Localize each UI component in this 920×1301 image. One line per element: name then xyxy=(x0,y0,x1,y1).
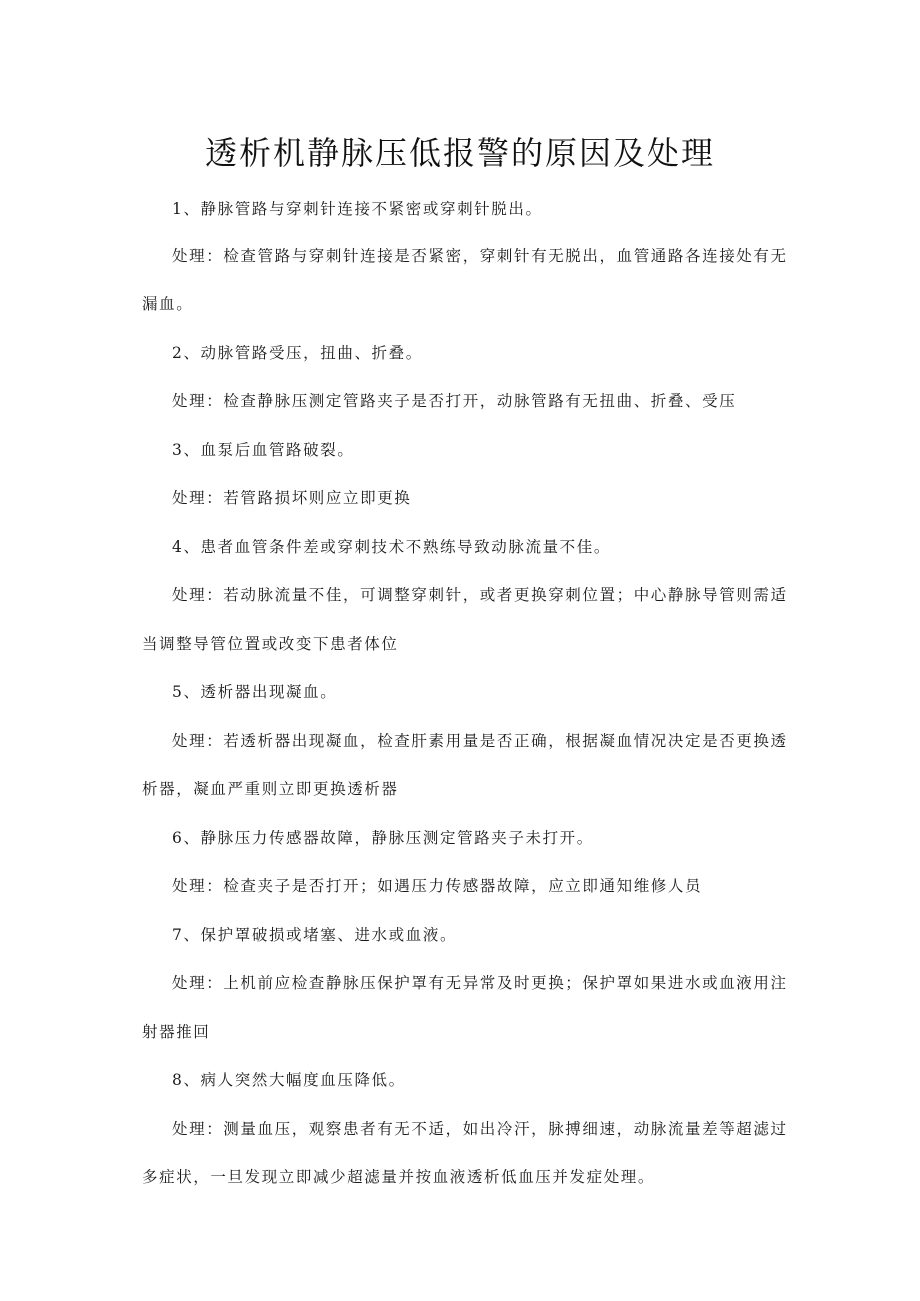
treatment-5-line-1: 处理：若透析器出现凝血，检查肝素用量是否正确，根据凝血情况决定是否更换透 xyxy=(172,732,788,750)
cause-3: 3、血泵后血管路破裂。 xyxy=(172,441,355,459)
treatment-5-line-2: 析器，凝血严重则立即更换透析器 xyxy=(142,780,399,798)
cause-4: 4、患者血管条件差或穿刺技术不熟练导致动脉流量不佳。 xyxy=(172,538,611,556)
treatment-1-line-1: 处理：检查管路与穿刺针连接是否紧密，穿刺针有无脱出，血管通路各连接处有无 xyxy=(172,247,788,265)
page-title: 透析机静脉压低报警的原因及处理 xyxy=(204,134,715,172)
treatment-1-line-2: 漏血。 xyxy=(142,295,194,313)
treatment-6-line-1: 处理：检查夹子是否打开；如遇压力传感器故障，应立即通知维修人员 xyxy=(172,877,703,895)
treatment-3-line-1: 处理：若管路损坏则应立即更换 xyxy=(172,489,412,507)
treatment-7-line-1: 处理：上机前应检查静脉压保护罩有无异常及时更换；保护罩如果进水或血液用注 xyxy=(172,974,788,992)
treatment-8-line-1: 处理：测量血压，观察患者有无不适，如出冷汗，脉搏细速，动脉流量差等超滤过 xyxy=(172,1120,788,1138)
cause-7: 7、保护罩破损或堵塞、进水或血液。 xyxy=(172,926,458,944)
treatment-4-line-2: 当调整导管位置或改变下患者体位 xyxy=(142,635,399,653)
cause-8: 8、病人突然大幅度血压降低。 xyxy=(172,1071,406,1089)
cause-2: 2、动脉管路受压，扭曲、折叠。 xyxy=(172,344,423,362)
treatment-4-line-1: 处理：若动脉流量不佳，可调整穿刺针，或者更换穿刺位置；中心静脉导管则需适 xyxy=(172,586,788,604)
cause-6: 6、静脉压力传感器故障，静脉压测定管路夹子未打开。 xyxy=(172,829,594,847)
treatment-7-line-2: 射器推回 xyxy=(142,1023,211,1041)
treatment-8-line-2: 多症状，一旦发现立即减少超滤量并按血液透析低血压并发症处理。 xyxy=(142,1168,656,1186)
cause-1: 1、静脉管路与穿刺针连接不紧密或穿刺针脱出。 xyxy=(172,200,543,218)
treatment-2-line-1: 处理：检查静脉压测定管路夹子是否打开，动脉管路有无扭曲、折叠、受压 xyxy=(172,392,737,410)
cause-5: 5、透析器出现凝血。 xyxy=(172,683,338,701)
